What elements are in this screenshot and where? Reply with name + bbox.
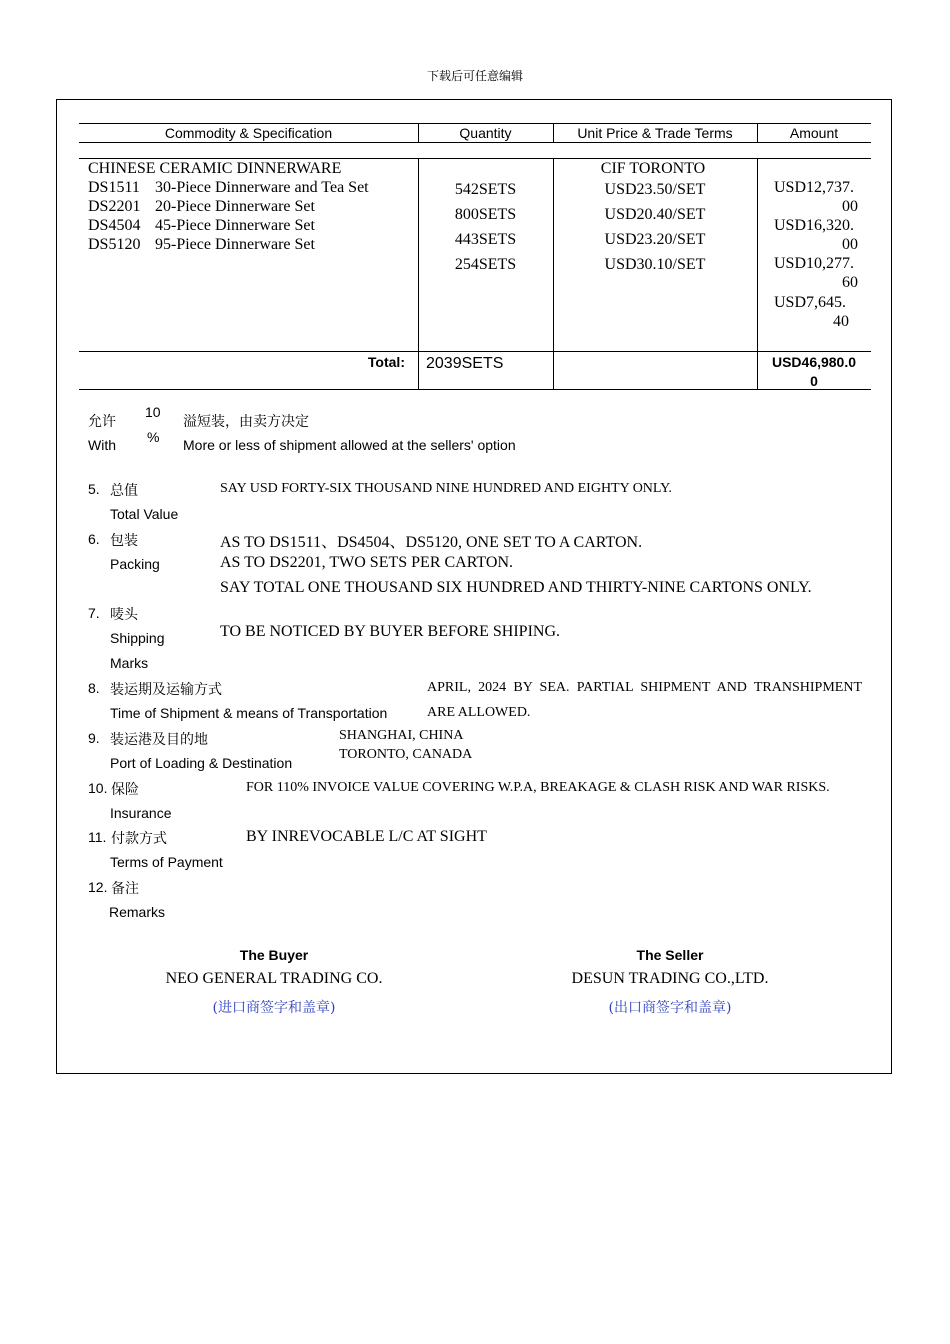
total-quantity: 2039SETS: [426, 355, 504, 372]
clause-en-title: Marks: [110, 655, 149, 671]
buyer-title: The Buyer: [239, 947, 309, 963]
clause-cn-title: 付款方式: [111, 831, 167, 847]
clause-number: 8.: [88, 680, 100, 696]
allowance-en-prefix: With: [88, 437, 116, 453]
top-note: 下载后可任意编辑: [426, 69, 523, 83]
commodity-desc: 95-Piece Dinnerware Set: [155, 236, 315, 253]
header-commodity: Commodity & Specification: [164, 125, 333, 141]
port-of-loading: SHANGHAI, CHINA: [339, 728, 464, 743]
commodity-code: DS4504: [88, 217, 141, 234]
trade-term: CIF TORONTO: [600, 160, 706, 177]
clause-cn-title: 保险: [111, 782, 139, 798]
amount-cell: USD7,645.: [774, 294, 847, 311]
seller-title: The Seller: [636, 947, 704, 963]
clause-number: 12.: [88, 879, 108, 895]
allowance-en-text: More or less of shipment allowed at the sellers' option: [183, 437, 516, 453]
amount-cell-cents: 60: [842, 274, 858, 291]
allowance-cn-text: 溢短装，由卖方决定: [183, 414, 309, 430]
commodity-desc: 30-Piece Dinnerware and Tea Set: [155, 179, 369, 196]
total-label: Total:: [367, 354, 405, 370]
packing-line: AS TO DS2201, TWO SETS PER CARTON.: [220, 554, 514, 571]
amount-cell-cents: 40: [833, 313, 849, 330]
clause-cn-title: 总值: [110, 483, 138, 499]
allowance-percent-number: 10: [145, 404, 161, 420]
shipment-line: APRIL, 2024 BY SEA. PARTIAL SHIPMENT AND TRANSHIPMENT: [427, 680, 862, 695]
total-value-words: SAY USD FORTY-SIX THOUSAND NINE HUNDRED AND EIGHTY ONLY.: [220, 481, 672, 496]
table-rule: [79, 158, 871, 159]
seller-name: DESUN TRADING CO.,LTD.: [571, 970, 769, 987]
header-quantity: Quantity: [459, 125, 512, 141]
payment-terms-text: BY INREVOCABLE L/C AT SIGHT: [246, 828, 487, 845]
clause-cn-title: 唛头: [110, 607, 138, 623]
total-amount-cents: 0: [810, 373, 818, 389]
shipment-line: ARE ALLOWED.: [427, 705, 531, 720]
clause-number: 11.: [88, 829, 107, 845]
port-of-destination: TORONTO, CANADA: [339, 747, 473, 762]
commodity-desc: 20-Piece Dinnerware Set: [155, 198, 315, 215]
clause-number: 10.: [88, 780, 108, 796]
insurance-text: FOR 110% INVOICE VALUE COVERING W.P.A, BREAKAGE & CLASH RISK AND WAR RISKS.: [246, 780, 830, 795]
clause-number: 5.: [88, 481, 100, 497]
table-rule: [79, 123, 871, 124]
clause-en-title: Total Value: [110, 506, 179, 522]
amount-cell-cents: 00: [842, 236, 858, 253]
clause-cn-title: 备注: [111, 881, 139, 897]
clause-cn-title: 包装: [110, 533, 138, 549]
allowance-cn-prefix: 允许: [88, 414, 116, 430]
amount-cell: USD12,737.: [774, 179, 855, 196]
packing-line: SAY TOTAL ONE THOUSAND SIX HUNDRED AND THIRTY-NINE CARTONS ONLY.: [220, 579, 812, 596]
clause-en-title: Remarks: [109, 904, 166, 920]
commodity-desc: 45-Piece Dinnerware Set: [155, 217, 315, 234]
clause-en-title: Terms of Payment: [110, 854, 223, 870]
clause-en-title: Packing: [110, 556, 160, 572]
clause-en-title: Time of Shipment & means of Transportation: [110, 705, 388, 721]
clause-en-title: Port of Loading & Destination: [110, 755, 293, 771]
quantity-cell: 254SETS: [454, 256, 517, 273]
commodity-code: DS2201: [88, 198, 141, 215]
clause-number: 7.: [88, 605, 100, 621]
commodity-code: DS5120: [88, 236, 141, 253]
packing-line: AS TO DS1511、DS4504、DS5120, ONE SET TO A CARTON.: [220, 534, 643, 551]
table-rule: [79, 389, 871, 390]
buyer-signature-note: (进口商签字和盖章): [212, 1000, 336, 1016]
clause-en-title: Insurance: [110, 805, 172, 821]
commodity-code: DS1511: [88, 179, 140, 196]
unit-price-cell: USD23.50/SET: [604, 181, 706, 198]
unit-price-cell: USD20.40/SET: [604, 206, 706, 223]
table-rule: [79, 142, 871, 143]
clause-number: 6.: [88, 531, 100, 547]
clause-en-title: Shipping: [110, 630, 165, 646]
buyer-name: NEO GENERAL TRADING CO.: [165, 970, 383, 987]
amount-cell: USD16,320.: [774, 217, 855, 234]
quantity-cell: 800SETS: [454, 206, 517, 223]
clause-cn-title: 装运港及目的地: [110, 732, 208, 748]
table-rule: [79, 351, 871, 352]
unit-price-cell: USD30.10/SET: [604, 256, 706, 273]
amount-cell-cents: 00: [842, 198, 858, 215]
shipping-marks-text: TO BE NOTICED BY BUYER BEFORE SHIPING.: [220, 623, 561, 640]
unit-price-cell: USD23.20/SET: [604, 231, 706, 248]
header-unit-price: Unit Price & Trade Terms: [577, 125, 733, 141]
clause-cn-title: 装运期及运输方式: [110, 682, 222, 698]
allowance-percent-sign: %: [147, 429, 160, 445]
clause-number: 9.: [88, 730, 100, 746]
amount-cell: USD10,277.: [774, 255, 855, 272]
commodity-title: CHINESE CERAMIC DINNERWARE: [88, 160, 342, 177]
total-amount: USD46,980.0: [771, 354, 857, 370]
seller-signature-note: (出口商签字和盖章): [608, 1000, 732, 1016]
quantity-cell: 542SETS: [454, 181, 517, 198]
quantity-cell: 443SETS: [454, 231, 517, 248]
header-amount: Amount: [789, 125, 839, 141]
